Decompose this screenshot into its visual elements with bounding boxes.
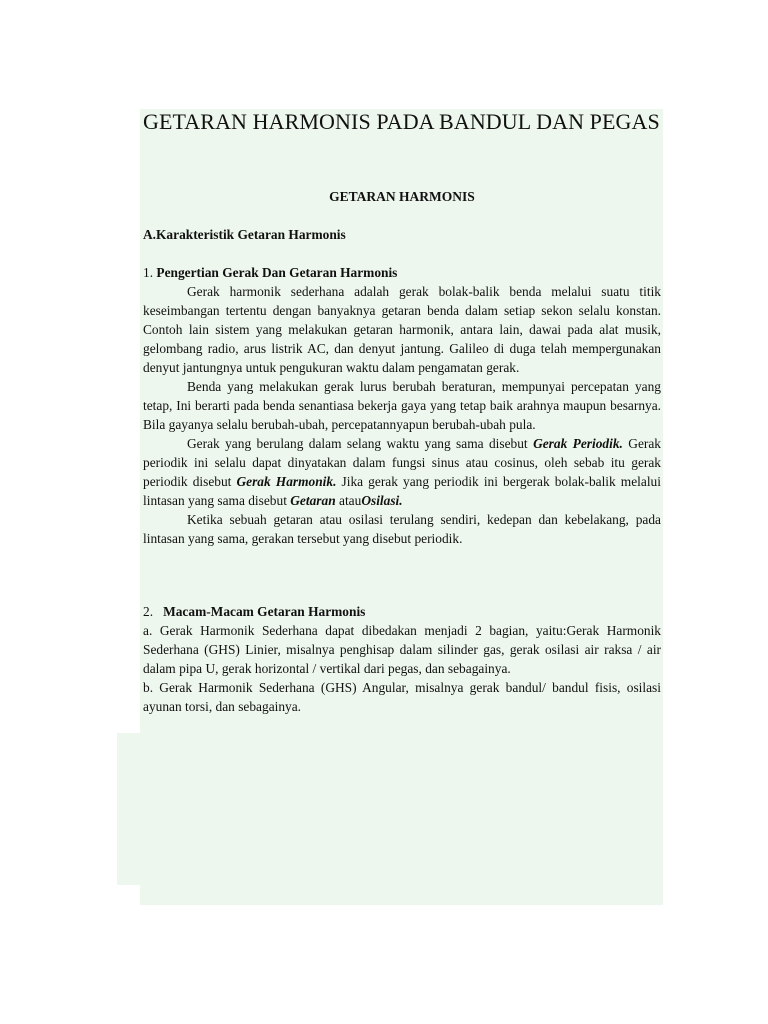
term-gerak-periodik: Gerak Periodik. — [533, 436, 623, 451]
paragraph-3 — [143, 434, 661, 510]
heading-a: A.Karakteristik Getaran Harmonis — [143, 227, 346, 242]
subheading-1 — [143, 263, 661, 282]
paragraph-4: Ketika sebuah getaran atau osilasi terulang sendiri, kedepan dan kebelakang, pada lintasan yang sama, gerakan tersebut yang disebut periodik. — [143, 512, 661, 546]
page-sheet-edge — [117, 733, 147, 885]
section-title: GETARAN HARMONIS — [329, 189, 475, 204]
list-item-b: b. Gerak Harmonik Sederhana (GHS) Angular, misalnya gerak bandul/ bandul fisis, osilasi ayunan torsi, dan sebagainya. — [143, 680, 661, 714]
p3-text-4: atau — [335, 493, 362, 508]
paragraph-2: Benda yang melakukan gerak lurus berubah beraturan, mempunyai percepatan yang tetap, Ini berarti pada benda senantiasa bekerja gaya yang tetap baik arahnya maupun besarnya. Bila gayanya selalu berubah-ubah, percepatannyapun berubah-ubah pula. — [143, 379, 661, 432]
subheading-2-number: 2. — [143, 604, 164, 619]
list-item-a: a. Gerak Harmonik Sederhana dapat dibedakan menjadi 2 bagian, yaitu:Gerak Harmonik Sederhana (GHS) Linier, misalnya penghisap dalam silinder gas, gerak osilasi air raksa / air dalam pipa U, gerak horizontal / vertikal dari pegas, dan sebagainya. — [143, 623, 661, 676]
p3-text-3: Jika gerak yang periodik ini bergerak bolak-balik melalui lintasan yang sama disebut — [143, 474, 661, 508]
document-content — [143, 108, 662, 714]
p3-text-1: Gerak yang berulang dalam selang waktu yang sama disebut — [187, 436, 534, 451]
subheading-1-title: Pengertian Gerak Dan Getaran Harmonis — [156, 265, 398, 280]
section-1 — [143, 263, 661, 548]
subheading-2 — [143, 602, 661, 621]
p3-text-2: Gerak periodik ini selalu dapat dinyatakan dalam fungsi sinus atau cosinus, oleh sebab itu gerak periodik disebut — [143, 436, 662, 489]
term-gerak-harmonik: Gerak Harmonik. — [236, 474, 337, 489]
paragraph-1: Gerak harmonik sederhana adalah gerak bolak-balik benda melalui suatu titik keseimbangan tertentu dengan banyaknya getaran benda dalam setiap sekon selalu konstan. Contoh lain sistem yang melakukan getaran harmonik, antara lain, dawai pada alat musik, gelombang radio, arus listrik AC, dan denyut jantung. Galileo di duga telah mempergunakan denyut jantungnya untuk pengukuran waktu dalam pengamatan gerak. — [143, 284, 661, 375]
subheading-2-title: Macam-Macam Getaran Harmonis — [163, 604, 366, 619]
section-2 — [143, 602, 661, 716]
subheading-1-number: 1. — [143, 265, 157, 280]
term-getaran: Getaran — [290, 493, 336, 508]
document-title: GETARAN HARMONIS PADA BANDUL DAN PEGAS — [143, 109, 660, 134]
term-osilasi: Osilasi. — [361, 493, 403, 508]
